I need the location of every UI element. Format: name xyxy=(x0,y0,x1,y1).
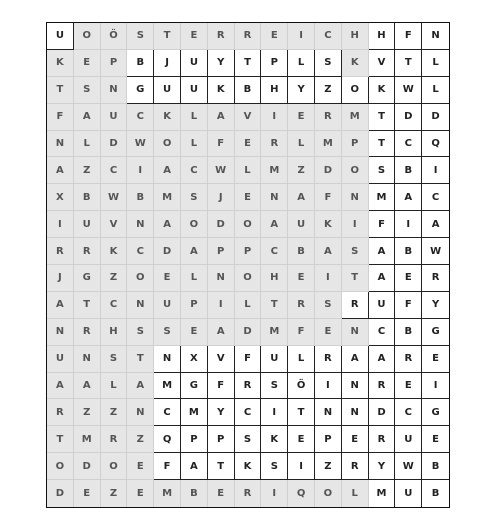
grid-cell[interactable]: F xyxy=(315,184,342,211)
grid-cell[interactable]: E xyxy=(288,426,315,453)
grid-cell[interactable]: L xyxy=(101,373,128,400)
grid-cell[interactable]: Z xyxy=(74,157,101,184)
grid-cell[interactable]: S xyxy=(235,426,262,453)
grid-cell[interactable]: N xyxy=(342,373,369,400)
grid-cell[interactable]: H xyxy=(261,265,288,292)
grid-cell[interactable]: B xyxy=(288,238,315,265)
grid-cell[interactable]: J xyxy=(208,184,235,211)
grid-cell[interactable]: K xyxy=(235,453,262,480)
grid-cell[interactable]: Ö xyxy=(101,23,128,50)
grid-cell[interactable]: E xyxy=(74,50,101,77)
grid-cell[interactable]: Z xyxy=(315,77,342,104)
grid-cell[interactable]: D xyxy=(235,319,262,346)
grid-cell[interactable]: O xyxy=(342,157,369,184)
grid-cell[interactable]: L xyxy=(288,346,315,373)
grid-cell[interactable]: Y xyxy=(288,77,315,104)
grid-cell[interactable]: A xyxy=(181,453,208,480)
grid-cell[interactable]: E xyxy=(315,319,342,346)
grid-cell[interactable]: V xyxy=(101,211,128,238)
grid-cell[interactable]: E xyxy=(395,373,422,400)
grid-cell[interactable]: R xyxy=(101,426,128,453)
grid-cell[interactable]: T xyxy=(74,292,101,319)
grid-cell[interactable]: E xyxy=(395,265,422,292)
grid-cell[interactable]: T xyxy=(47,426,74,453)
grid-cell[interactable]: G xyxy=(422,319,449,346)
grid-cell[interactable]: Y xyxy=(369,453,396,480)
grid-cell[interactable]: R xyxy=(261,131,288,158)
grid-cell[interactable]: F xyxy=(235,346,262,373)
grid-cell[interactable]: W xyxy=(395,77,422,104)
grid-cell[interactable]: S xyxy=(101,346,128,373)
grid-cell[interactable]: U xyxy=(181,77,208,104)
grid-cell[interactable]: D xyxy=(154,238,181,265)
grid-cell[interactable]: O xyxy=(181,211,208,238)
grid-cell[interactable]: N xyxy=(47,131,74,158)
grid-cell[interactable]: S xyxy=(127,319,154,346)
grid-cell[interactable]: C xyxy=(422,184,449,211)
grid-cell[interactable]: W xyxy=(127,131,154,158)
grid-cell[interactable]: A xyxy=(208,104,235,131)
grid-cell[interactable]: H xyxy=(261,77,288,104)
grid-cell[interactable]: N xyxy=(47,319,74,346)
grid-cell[interactable]: W xyxy=(422,238,449,265)
grid-cell[interactable]: A xyxy=(208,319,235,346)
grid-cell[interactable]: A xyxy=(154,157,181,184)
grid-cell[interactable]: E xyxy=(181,319,208,346)
grid-cell[interactable]: Z xyxy=(101,265,128,292)
grid-cell[interactable]: P xyxy=(208,238,235,265)
grid-cell[interactable]: G xyxy=(127,77,154,104)
grid-cell[interactable]: G xyxy=(422,399,449,426)
grid-cell[interactable]: A xyxy=(261,211,288,238)
grid-cell[interactable]: O xyxy=(235,211,262,238)
grid-cell[interactable]: P xyxy=(235,238,262,265)
grid-cell[interactable]: A xyxy=(47,157,74,184)
grid-cell[interactable]: I xyxy=(395,211,422,238)
grid-cell[interactable]: R xyxy=(47,399,74,426)
grid-cell[interactable]: E xyxy=(342,426,369,453)
grid-cell[interactable]: T xyxy=(208,453,235,480)
grid-cell[interactable]: W xyxy=(208,157,235,184)
grid-cell[interactable]: L xyxy=(181,104,208,131)
grid-cell[interactable]: O xyxy=(127,265,154,292)
grid-cell[interactable]: L xyxy=(288,50,315,77)
grid-cell[interactable]: Z xyxy=(315,453,342,480)
grid-cell[interactable]: Q xyxy=(422,131,449,158)
grid-cell[interactable]: G xyxy=(181,373,208,400)
grid-cell[interactable]: R xyxy=(208,23,235,50)
grid-cell[interactable]: M xyxy=(369,184,396,211)
grid-cell[interactable]: U xyxy=(181,50,208,77)
grid-cell[interactable]: F xyxy=(369,211,396,238)
grid-cell[interactable]: B xyxy=(395,238,422,265)
grid-cell[interactable]: K xyxy=(342,50,369,77)
grid-cell[interactable]: B xyxy=(181,480,208,507)
grid-cell[interactable]: W xyxy=(395,453,422,480)
grid-cell[interactable]: M xyxy=(261,319,288,346)
grid-cell[interactable]: U xyxy=(154,292,181,319)
grid-cell[interactable]: N xyxy=(127,399,154,426)
grid-cell[interactable]: A xyxy=(47,292,74,319)
grid-cell[interactable]: E xyxy=(154,265,181,292)
grid-cell[interactable]: A xyxy=(342,346,369,373)
grid-cell[interactable]: D xyxy=(422,104,449,131)
grid-cell[interactable]: O xyxy=(154,131,181,158)
grid-cell[interactable]: K xyxy=(47,50,74,77)
grid-cell[interactable]: L xyxy=(342,480,369,507)
grid-cell[interactable]: T xyxy=(395,50,422,77)
grid-cell[interactable]: D xyxy=(208,211,235,238)
grid-cell[interactable]: R xyxy=(342,292,369,319)
grid-cell[interactable]: A xyxy=(74,104,101,131)
grid-cell[interactable]: A xyxy=(369,346,396,373)
grid-cell[interactable]: Ö xyxy=(288,373,315,400)
grid-cell[interactable]: M xyxy=(181,399,208,426)
grid-cell[interactable]: R xyxy=(235,480,262,507)
grid-cell[interactable]: E xyxy=(127,453,154,480)
grid-cell[interactable]: L xyxy=(235,292,262,319)
grid-cell[interactable]: A xyxy=(395,184,422,211)
grid-cell[interactable]: U xyxy=(154,77,181,104)
grid-cell[interactable]: A xyxy=(369,238,396,265)
grid-cell[interactable]: Y xyxy=(422,292,449,319)
grid-cell[interactable]: T xyxy=(342,265,369,292)
grid-cell[interactable]: T xyxy=(127,346,154,373)
grid-cell[interactable]: I xyxy=(288,453,315,480)
grid-cell[interactable]: R xyxy=(315,346,342,373)
grid-cell[interactable]: K xyxy=(154,104,181,131)
grid-cell[interactable]: D xyxy=(315,157,342,184)
grid-cell[interactable]: U xyxy=(74,211,101,238)
grid-cell[interactable]: E xyxy=(127,480,154,507)
grid-cell[interactable]: Y xyxy=(208,50,235,77)
grid-cell[interactable]: H xyxy=(101,319,128,346)
grid-cell[interactable]: F xyxy=(395,23,422,50)
grid-cell[interactable]: K xyxy=(315,211,342,238)
grid-cell[interactable]: N xyxy=(154,346,181,373)
grid-cell[interactable]: F xyxy=(288,319,315,346)
grid-cell[interactable]: V xyxy=(235,104,262,131)
grid-cell[interactable]: P xyxy=(181,426,208,453)
grid-cell[interactable]: U xyxy=(369,292,396,319)
grid-cell[interactable]: N xyxy=(127,292,154,319)
grid-cell[interactable]: I xyxy=(261,480,288,507)
grid-cell[interactable]: N xyxy=(342,319,369,346)
grid-cell[interactable]: C xyxy=(261,238,288,265)
grid-cell[interactable]: V xyxy=(208,346,235,373)
grid-cell[interactable]: V xyxy=(369,50,396,77)
grid-cell[interactable]: K xyxy=(101,238,128,265)
grid-cell[interactable]: P xyxy=(261,50,288,77)
grid-cell[interactable]: J xyxy=(47,265,74,292)
grid-cell[interactable]: B xyxy=(235,77,262,104)
grid-cell[interactable]: A xyxy=(181,238,208,265)
grid-cell[interactable]: B xyxy=(127,184,154,211)
grid-cell[interactable]: S xyxy=(261,453,288,480)
grid-cell[interactable]: A xyxy=(369,265,396,292)
grid-cell[interactable]: Z xyxy=(288,157,315,184)
grid-cell[interactable]: S xyxy=(181,184,208,211)
grid-cell[interactable]: S xyxy=(342,238,369,265)
grid-cell[interactable]: O xyxy=(342,77,369,104)
grid-cell[interactable]: X xyxy=(47,184,74,211)
grid-cell[interactable]: C xyxy=(315,23,342,50)
grid-cell[interactable]: I xyxy=(261,399,288,426)
grid-cell[interactable]: O xyxy=(235,265,262,292)
grid-cell[interactable]: U xyxy=(261,346,288,373)
grid-cell[interactable]: E xyxy=(74,480,101,507)
grid-cell[interactable]: D xyxy=(395,104,422,131)
grid-cell[interactable]: S xyxy=(315,292,342,319)
grid-cell[interactable]: U xyxy=(288,211,315,238)
grid-cell[interactable]: C xyxy=(235,399,262,426)
grid-cell[interactable]: R xyxy=(47,238,74,265)
grid-cell[interactable]: D xyxy=(369,399,396,426)
grid-cell[interactable]: R xyxy=(315,104,342,131)
grid-cell[interactable]: N xyxy=(208,265,235,292)
grid-cell[interactable]: L xyxy=(288,131,315,158)
grid-cell[interactable]: I xyxy=(47,211,74,238)
grid-cell[interactable]: T xyxy=(154,23,181,50)
grid-cell[interactable]: N xyxy=(74,346,101,373)
grid-cell[interactable]: F xyxy=(208,373,235,400)
grid-cell[interactable]: O xyxy=(101,453,128,480)
grid-cell[interactable]: M xyxy=(74,426,101,453)
grid-cell[interactable]: R xyxy=(74,319,101,346)
grid-cell[interactable]: I xyxy=(422,373,449,400)
grid-cell[interactable]: L xyxy=(181,265,208,292)
grid-cell[interactable]: E xyxy=(288,104,315,131)
grid-cell[interactable]: B xyxy=(74,184,101,211)
grid-cell[interactable]: K xyxy=(261,426,288,453)
grid-cell[interactable]: C xyxy=(395,131,422,158)
grid-cell[interactable]: G xyxy=(74,265,101,292)
grid-cell[interactable]: N xyxy=(315,399,342,426)
grid-cell[interactable]: T xyxy=(47,77,74,104)
grid-cell[interactable]: B xyxy=(422,453,449,480)
grid-cell[interactable]: H xyxy=(342,23,369,50)
grid-cell[interactable]: P xyxy=(101,50,128,77)
grid-cell[interactable]: N xyxy=(342,399,369,426)
grid-cell[interactable]: T xyxy=(261,292,288,319)
grid-cell[interactable]: M xyxy=(154,480,181,507)
grid-cell[interactable]: O xyxy=(315,480,342,507)
grid-cell[interactable]: A xyxy=(74,373,101,400)
grid-cell[interactable]: H xyxy=(369,23,396,50)
grid-cell[interactable]: A xyxy=(47,373,74,400)
grid-cell[interactable]: M xyxy=(261,157,288,184)
grid-cell[interactable]: R xyxy=(235,373,262,400)
grid-cell[interactable]: B xyxy=(431,488,440,500)
grid-cell[interactable]: E xyxy=(208,480,235,507)
grid-cell[interactable]: E xyxy=(422,346,449,373)
grid-cell[interactable]: N xyxy=(342,184,369,211)
grid-cell[interactable]: S xyxy=(127,23,154,50)
grid-cell[interactable]: C xyxy=(101,292,128,319)
grid-cell[interactable]: O xyxy=(74,23,101,50)
grid-cell[interactable]: U xyxy=(395,426,422,453)
grid-cell[interactable]: P xyxy=(181,292,208,319)
grid-cell[interactable]: R xyxy=(369,426,396,453)
grid-cell[interactable]: C xyxy=(127,104,154,131)
grid-cell[interactable]: D xyxy=(47,480,74,507)
grid-cell[interactable]: W xyxy=(101,184,128,211)
grid-cell[interactable]: Y xyxy=(208,399,235,426)
grid-cell[interactable]: S xyxy=(315,50,342,77)
grid-cell[interactable]: M xyxy=(369,480,396,507)
grid-cell[interactable]: U xyxy=(47,346,74,373)
grid-cell[interactable]: F xyxy=(47,104,74,131)
grid-cell[interactable]: T xyxy=(288,399,315,426)
grid-cell[interactable]: R xyxy=(235,23,262,50)
grid-cell[interactable]: C xyxy=(154,399,181,426)
grid-cell[interactable]: A xyxy=(315,238,342,265)
grid-cell[interactable]: F xyxy=(395,292,422,319)
grid-cell[interactable]: U xyxy=(47,23,74,50)
grid-cell[interactable]: D xyxy=(74,453,101,480)
grid-cell[interactable]: C xyxy=(181,157,208,184)
grid-cell[interactable]: Q xyxy=(288,480,315,507)
grid-cell[interactable]: U xyxy=(101,104,128,131)
grid-cell[interactable]: L xyxy=(74,131,101,158)
grid-cell[interactable]: E xyxy=(261,23,288,50)
grid-cell[interactable]: N xyxy=(101,77,128,104)
grid-cell[interactable]: T xyxy=(369,131,396,158)
grid-cell[interactable]: E xyxy=(288,265,315,292)
grid-cell[interactable]: A xyxy=(127,373,154,400)
grid-cell[interactable]: F xyxy=(154,453,181,480)
grid-cell[interactable]: E xyxy=(235,184,262,211)
grid-cell[interactable]: K xyxy=(208,77,235,104)
grid-cell[interactable]: S xyxy=(261,373,288,400)
grid-cell[interactable]: S xyxy=(369,157,396,184)
grid-cell[interactable]: M xyxy=(154,184,181,211)
grid-cell[interactable]: N xyxy=(127,211,154,238)
grid-cell[interactable]: P xyxy=(342,131,369,158)
grid-cell[interactable]: Z xyxy=(74,399,101,426)
grid-cell[interactable]: P xyxy=(208,426,235,453)
grid-cell[interactable]: N xyxy=(261,184,288,211)
grid-cell[interactable]: R xyxy=(395,346,422,373)
grid-cell[interactable]: I xyxy=(288,23,315,50)
grid-cell[interactable]: Z xyxy=(127,426,154,453)
grid-cell[interactable]: L xyxy=(235,157,262,184)
grid-cell[interactable]: N xyxy=(422,23,449,50)
grid-cell[interactable]: I xyxy=(127,157,154,184)
grid-cell[interactable]: E xyxy=(422,426,449,453)
grid-cell[interactable]: A xyxy=(422,211,449,238)
grid-cell[interactable]: R xyxy=(369,373,396,400)
grid-cell[interactable]: T xyxy=(369,104,396,131)
grid-cell[interactable]: O xyxy=(47,453,74,480)
grid-cell[interactable]: F xyxy=(208,131,235,158)
grid-cell[interactable]: A xyxy=(154,211,181,238)
grid-cell[interactable]: X xyxy=(181,346,208,373)
grid-cell[interactable]: B xyxy=(127,50,154,77)
grid-cell[interactable]: B xyxy=(395,319,422,346)
grid-cell[interactable]: Z xyxy=(101,480,128,507)
grid-cell[interactable]: L xyxy=(422,77,449,104)
grid-cell[interactable]: M xyxy=(342,104,369,131)
grid-cell[interactable]: R xyxy=(422,265,449,292)
grid-cell[interactable]: S xyxy=(74,77,101,104)
grid-cell[interactable]: C xyxy=(395,399,422,426)
grid-cell[interactable]: Q xyxy=(154,426,181,453)
grid-cell[interactable]: C xyxy=(127,238,154,265)
grid-cell[interactable]: M xyxy=(315,131,342,158)
grid-cell[interactable]: T xyxy=(235,50,262,77)
grid-cell[interactable]: E xyxy=(235,131,262,158)
grid-cell[interactable]: D xyxy=(101,131,128,158)
grid-cell[interactable]: I xyxy=(315,373,342,400)
grid-cell[interactable]: J xyxy=(154,50,181,77)
grid-cell[interactable]: C xyxy=(369,319,396,346)
grid-cell[interactable]: Z xyxy=(101,399,128,426)
grid-cell[interactable]: R xyxy=(74,238,101,265)
grid-cell[interactable]: C xyxy=(101,157,128,184)
grid-cell[interactable]: I xyxy=(261,104,288,131)
grid-cell[interactable]: M xyxy=(154,373,181,400)
grid-cell[interactable]: K xyxy=(369,77,396,104)
grid-cell[interactable]: A xyxy=(288,184,315,211)
grid-cell[interactable]: L xyxy=(422,50,449,77)
grid-cell[interactable]: I xyxy=(422,157,449,184)
grid-cell[interactable]: E xyxy=(181,23,208,50)
grid-cell[interactable]: R xyxy=(342,453,369,480)
grid-cell[interactable]: S xyxy=(154,319,181,346)
grid-cell[interactable]: U xyxy=(395,480,422,507)
grid-cell[interactable]: P xyxy=(315,426,342,453)
grid-cell[interactable]: I xyxy=(315,265,342,292)
grid-cell[interactable]: I xyxy=(342,211,369,238)
grid-cell[interactable]: R xyxy=(288,292,315,319)
grid-cell[interactable]: L xyxy=(181,131,208,158)
word-search-grid xyxy=(46,22,450,508)
grid-cell[interactable]: B xyxy=(395,157,422,184)
grid-cell[interactable]: I xyxy=(208,292,235,319)
